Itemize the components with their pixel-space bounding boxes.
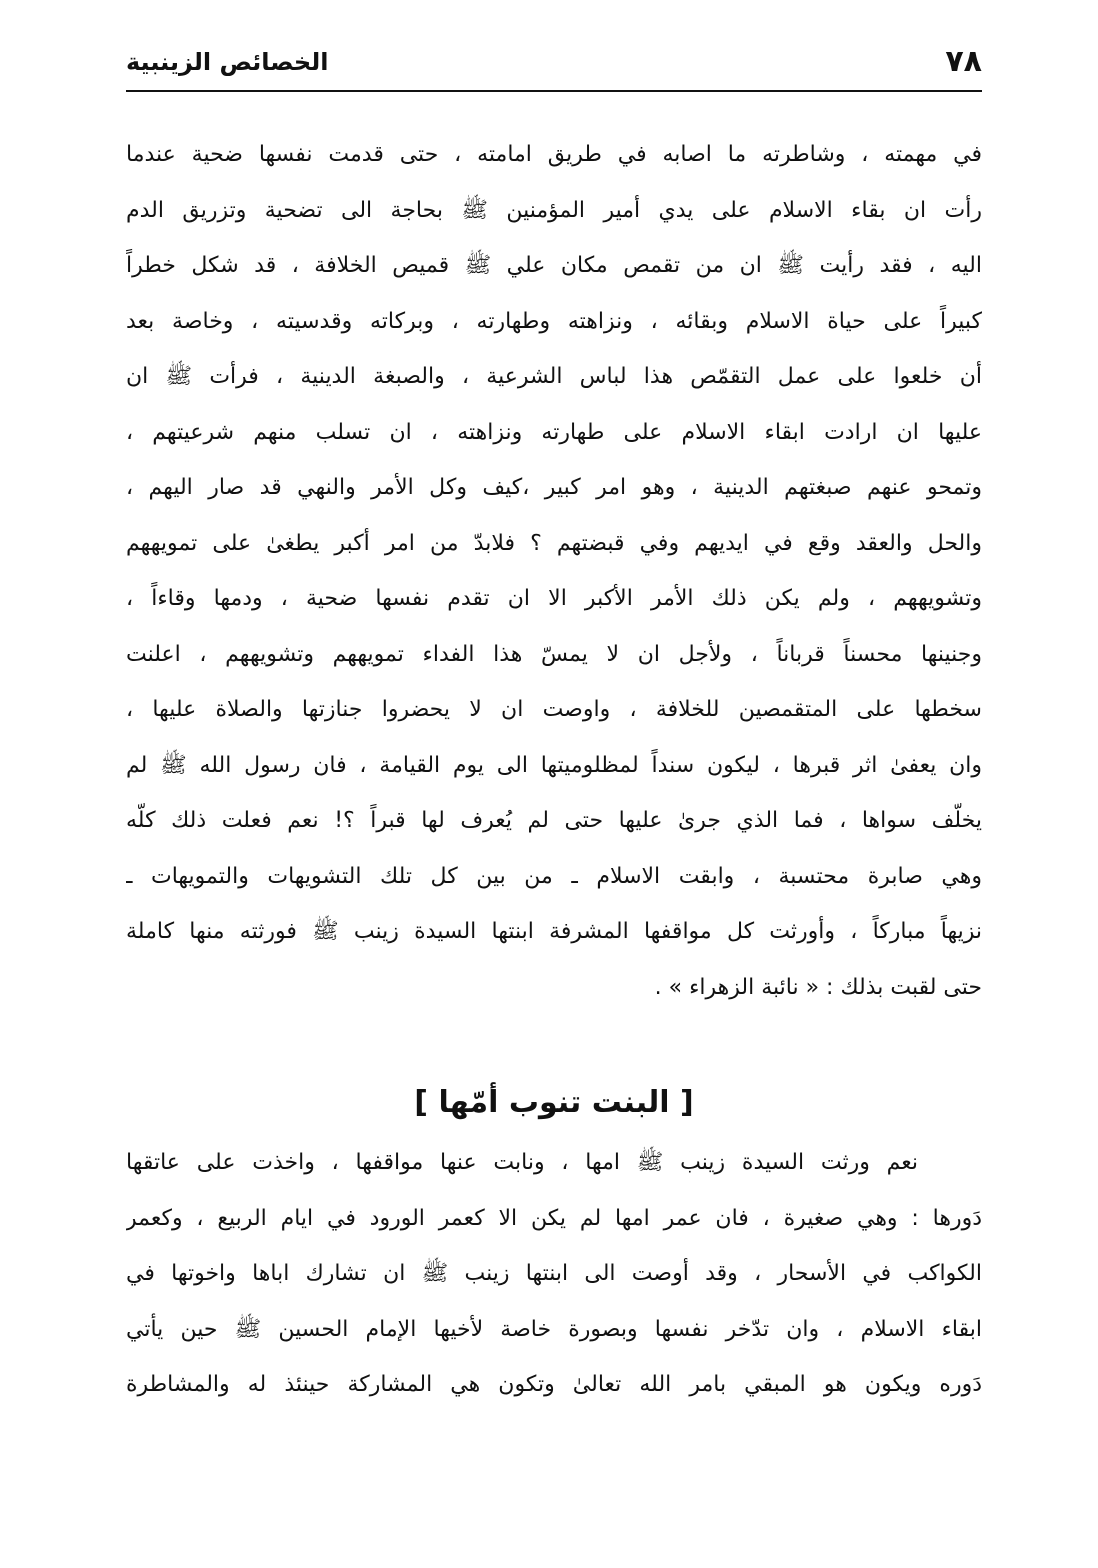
text-line: وتشويههم ، ولم يكن ذلك الأمر الأكبر الا ان تقدم نفسها ضحية ، ودمها وقاءاً ، <box>126 586 982 611</box>
page-number: ٧٨ <box>945 44 982 79</box>
paragraph-1 <box>126 127 982 1015</box>
text-line: وجنينها محسناً قرباناً ، ولأجل ان لا يمسّ هذا الفداء تمويههم وتشويههم ، اعلنت <box>126 641 982 667</box>
text-line: أن خلعوا على عمل التقمّص هذا لباس الشرعية ، والصبغة الدينية ، فرأت ﷺ ان <box>126 364 982 389</box>
text-line: رأت ان بقاء الاسلام على يدي أمير المؤمنين ﷺ بحاجة الى تضحية وتزريق الدم <box>126 197 982 223</box>
text-line: اليه ، فقد رأيت ﷺ ان من تقمص مكان علي ﷺ قميص الخلافة ، قد شكل خطراً <box>126 253 982 278</box>
section-heading: [ البنت تنوب أمّها ] <box>414 1085 694 1120</box>
running-title: الخصائص الزينبية <box>126 48 329 76</box>
page-header <box>126 40 982 90</box>
text-line: كبيراً على حياة الاسلام وبقائه ، ونزاهته وطهارته ، وبركاته وقدسيته ، وخاصة بعد <box>126 308 982 334</box>
text-line: الكواكب في الأسحار ، وقد أوصت الى ابنتها زينب ﷺ ان تشارك اباها واخوتها في <box>126 1261 982 1286</box>
text-line: حتى لقبت بذلك : « نائبة الزهراء » . <box>654 974 982 1000</box>
text-line: دَورها : وهي صغيرة ، فان عمر امها لم يكن الا كعمر الورود في ايام الربيع ، وكعمر <box>126 1205 982 1231</box>
text-line: نزيهاً مباركاً ، وأورثت كل مواقفها المشرفة ابنتها السيدة زينب ﷺ فورثته منها كاملة <box>126 919 982 944</box>
text-line: وهي صابرة محتسبة ، وابقت الاسلام ـ من بين كل تلك التشويهات والتمويهات ـ <box>126 863 982 889</box>
text-line: يخلّف سواها ، فما الذي جرىٰ عليها حتى لم يُعرف لها قبراً ؟! نعم فعلت ذلك كلّه <box>126 808 982 833</box>
text-line: نعم ورثت السيدة زينب ﷺ امها ، ونابت عنها مواقفها ، واخذت على عاتقها <box>126 1150 918 1175</box>
text-line: سخطها على المتقمصين للخلافة ، واوصت ان لا يحضروا جنازتها والصلاة عليها ، <box>126 697 982 722</box>
paragraph-2 <box>126 1135 982 1413</box>
text-line: والحل والعقد وقع في ايديهم وفي قبضتهم ؟ فلابدّ من امر أكبر يطغىٰ على تمويههم <box>126 530 982 556</box>
text-line: في مهمته ، وشاطرته ما اصابه في طريق امامته ، حتى قدمت نفسها ضحية عندما <box>126 142 982 167</box>
text-line: وتمحو عنهم صبغتهم الدينية ، وهو امر كبير ،كيف وكل الأمر والنهي قد صار اليهم ، <box>126 475 982 500</box>
text-line: ابقاء الاسلام ، وان تدّخر نفسها وبصورة خاصة لأخيها الإمام الحسين ﷺ حين يأتي <box>126 1316 982 1342</box>
text-line: وان يعفىٰ اثر قبرها ، ليكون سنداً لمظلوميتها الى يوم القيامة ، فان رسول الله ﷺ لم <box>126 752 982 778</box>
header-rule <box>126 90 982 92</box>
text-line: دَوره ويكون هو المبقي بامر الله تعالىٰ وتكون هي المشاركة حينئذ له والمشاطرة <box>126 1372 982 1397</box>
text-line: عليها ان ارادت ابقاء الاسلام على طهارته ونزاهته ، ان تسلب منهم شرعيتهم ، <box>126 419 982 445</box>
